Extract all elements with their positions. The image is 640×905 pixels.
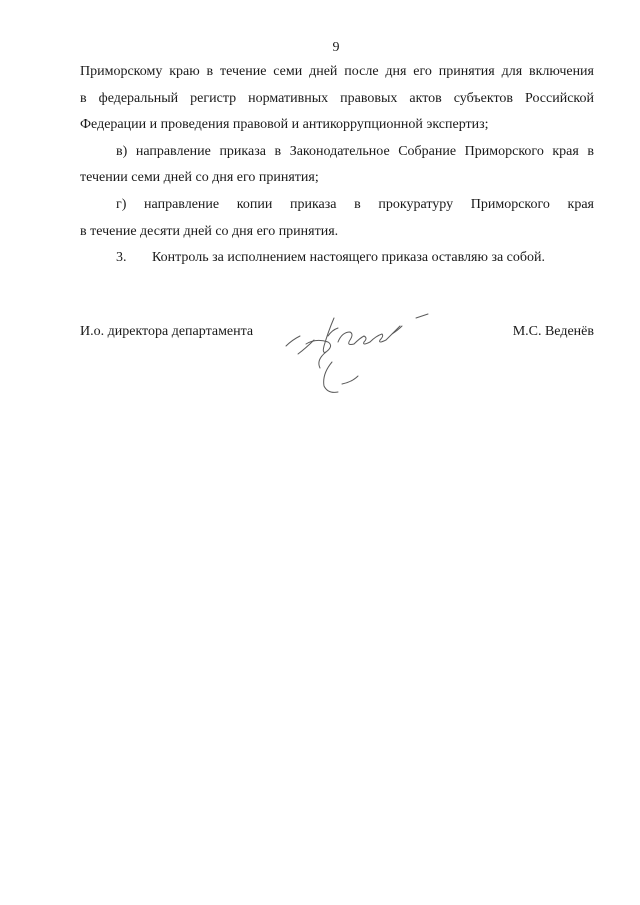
item-number: 3. bbox=[116, 250, 127, 266]
text-line: в федеральный регистр нормативных правовых актов субъектов Российской bbox=[80, 90, 594, 106]
text-line: в течение десяти дней со дня его принятия. bbox=[80, 223, 339, 239]
handwritten-signature-icon bbox=[276, 306, 456, 406]
signatory-role: И.о. директора департамента bbox=[80, 324, 254, 339]
text-line: г) направление копии приказа в прокуратуру Приморского края bbox=[116, 196, 594, 212]
item-text: Контроль за исполнением настоящего приказа оставляю за собой. bbox=[152, 250, 546, 266]
text-line: Федерации и проведения правовой и антикоррупционной экспертиз; bbox=[80, 117, 489, 133]
text-line: в) направление приказа в Законодательное Собрание Приморского края в bbox=[116, 143, 594, 159]
text-line: Приморскому краю в течение семи дней после дня его принятия для включения bbox=[80, 64, 594, 79]
page-number: 9 bbox=[332, 40, 340, 55]
paragraph-item-g bbox=[80, 192, 594, 245]
paragraph-item-3 bbox=[80, 245, 594, 272]
paragraph-item-v bbox=[80, 139, 594, 192]
text-line: течении семи дней со дня его принятия; bbox=[80, 170, 319, 186]
paragraph-continuation bbox=[80, 59, 594, 139]
signature-block bbox=[80, 324, 594, 414]
document-body bbox=[80, 59, 594, 272]
signatory-name: М.С. Веденёв bbox=[512, 324, 594, 339]
